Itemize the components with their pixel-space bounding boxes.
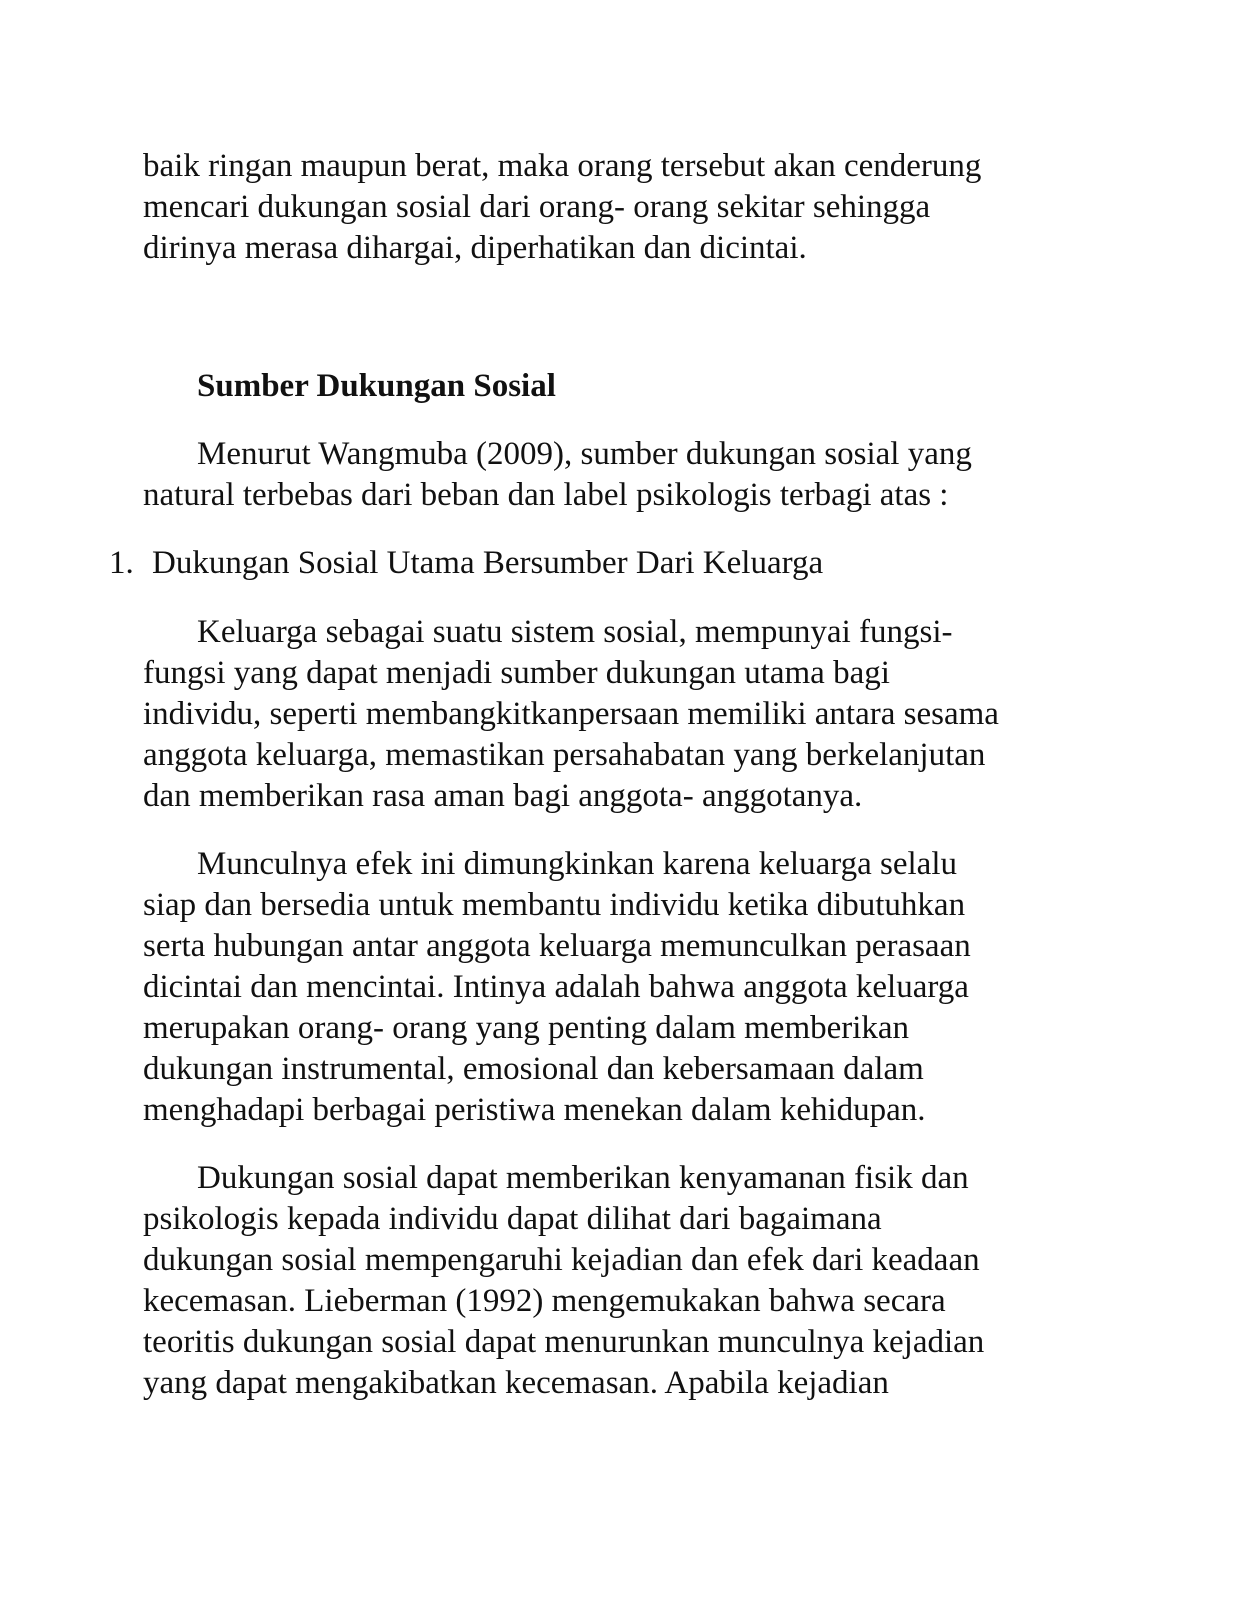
paragraph-line: baik ringan maupun berat, maka orang tersebut akan cenderung bbox=[143, 148, 982, 184]
paragraph-line: serta hubungan antar anggota keluarga memunculkan perasaan bbox=[143, 928, 971, 964]
paragraph-line: dicintai dan mencintai. Intinya adalah bahwa anggota keluarga bbox=[143, 969, 969, 1005]
paragraph-line: dirinya merasa dihargai, diperhatikan dan dicintai. bbox=[143, 230, 807, 266]
list-number: 1. bbox=[109, 545, 134, 581]
paragraph-line: Keluarga sebagai suatu sistem sosial, mempunyai fungsi- bbox=[197, 614, 953, 650]
paragraph-line: Munculnya efek ini dimungkinkan karena keluarga selalu bbox=[197, 846, 957, 882]
paragraph-line: psikologis kepada individu dapat dilihat dari bagaimana bbox=[143, 1201, 882, 1237]
paragraph-line: kecemasan. Lieberman (1992) mengemukakan bahwa secara bbox=[143, 1283, 946, 1319]
paragraph-line: individu, seperti membangkitkanpersaan memiliki antara sesama bbox=[143, 696, 999, 732]
paragraph-line: teoritis dukungan sosial dapat menurunkan munculnya kejadian bbox=[143, 1324, 985, 1360]
paragraph-line: anggota keluarga, memastikan persahabatan yang berkelanjutan bbox=[143, 737, 986, 773]
paragraph-line: fungsi yang dapat menjadi sumber dukungan utama bagi bbox=[143, 655, 890, 691]
paragraph-line: siap dan bersedia untuk membantu individu ketika dibutuhkan bbox=[143, 887, 966, 923]
paragraph-line: dan memberikan rasa aman bagi anggota- anggotanya. bbox=[143, 778, 863, 814]
list-item-text: Dukungan Sosial Utama Bersumber Dari Keluarga bbox=[152, 545, 824, 581]
paragraph-line: natural terbebas dari beban dan label psikologis terbagi atas : bbox=[143, 477, 949, 513]
paragraph-line: merupakan orang- orang yang penting dalam memberikan bbox=[143, 1010, 910, 1046]
section-heading: Sumber Dukungan Sosial bbox=[197, 368, 556, 404]
paragraph-line: yang dapat mengakibatkan kecemasan. Apabila kejadian bbox=[143, 1365, 889, 1401]
paragraph-line: menghadapi berbagai peristiwa menekan dalam kehidupan. bbox=[143, 1092, 926, 1128]
paragraph-line: dukungan instrumental, emosional dan kebersamaan dalam bbox=[143, 1051, 924, 1087]
paragraph-line: mencari dukungan sosial dari orang- orang sekitar sehingga bbox=[143, 189, 931, 225]
paragraph-line: Dukungan sosial dapat memberikan kenyamanan fisik dan bbox=[197, 1160, 969, 1196]
paragraph-line: dukungan sosial mempengaruhi kejadian dan efek dari keadaan bbox=[143, 1242, 980, 1278]
paragraph-line: Menurut Wangmuba (2009), sumber dukungan sosial yang bbox=[197, 436, 972, 472]
